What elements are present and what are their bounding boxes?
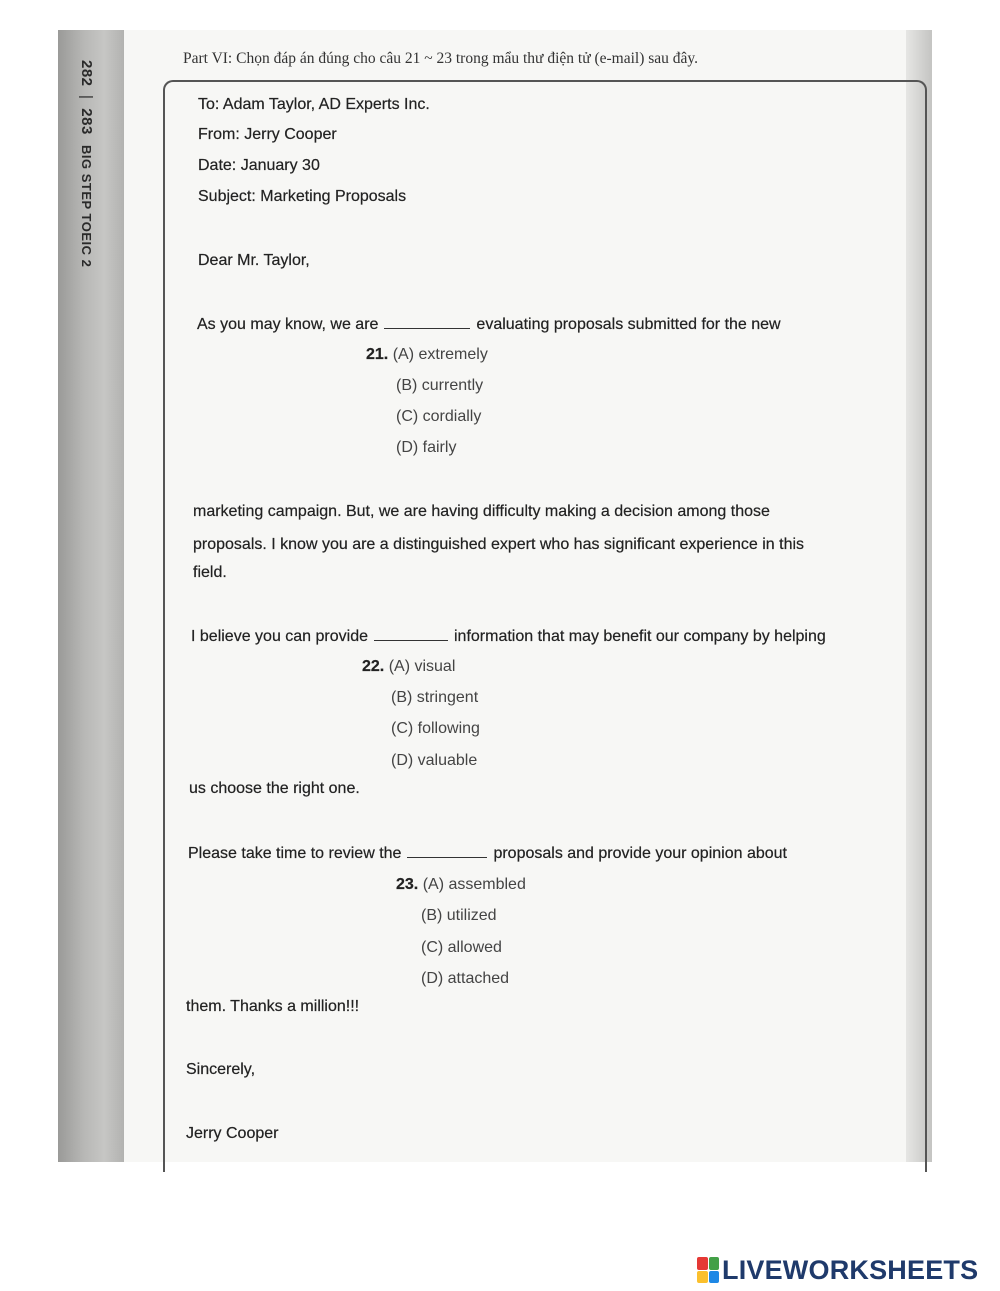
q23-option-c[interactable]: (C) allowed — [421, 939, 502, 956]
blank-23[interactable] — [407, 855, 487, 858]
paragraph2-end: us choose the right one. — [189, 780, 360, 797]
spine-label — [78, 60, 95, 268]
page-separator: | — [78, 95, 95, 100]
liveworksheets-logo-icon — [697, 1257, 719, 1283]
logo-square-1 — [697, 1257, 708, 1270]
q22-option-a-label: (A) visual — [388, 658, 456, 675]
email-closing: Sincerely, — [186, 1061, 256, 1078]
q21-option-c[interactable]: (C) cordially — [396, 408, 482, 425]
q21-option-a[interactable] — [366, 346, 488, 364]
q21-option-b[interactable]: (B) currently — [396, 377, 484, 394]
sentence-q22 — [191, 628, 826, 646]
email-subject: Subject: Marketing Proposals — [198, 188, 407, 205]
page-number-right: 283 — [78, 108, 95, 135]
paragraph3-end: them. Thanks a million!!! — [186, 998, 360, 1015]
sentence-q21-before: As you may know, we are — [197, 316, 379, 333]
sentence-q23 — [188, 845, 787, 863]
paragraph1-line2: proposals. I know you are a distinguished expert who has significant experience in this — [193, 536, 805, 553]
paragraph1-line3: field. — [193, 564, 227, 581]
q21-number: 21. — [366, 346, 389, 363]
logo-square-4 — [709, 1271, 720, 1284]
q23-number: 23. — [396, 876, 419, 893]
logo-square-2 — [709, 1257, 720, 1270]
paragraph1-line1: marketing campaign. But, we are having difficulty making a decision among those — [193, 503, 770, 520]
q22-number: 22. — [362, 658, 385, 675]
q22-option-a[interactable] — [362, 658, 455, 676]
q22-option-b[interactable]: (B) stringent — [391, 689, 479, 706]
q23-option-b[interactable]: (B) utilized — [421, 907, 497, 924]
q22-option-d[interactable]: (D) valuable — [391, 752, 478, 769]
blank-22[interactable] — [374, 638, 448, 641]
logo-square-3 — [697, 1271, 708, 1284]
q21-option-d[interactable]: (D) fairly — [396, 439, 457, 456]
email-from: From: Jerry Cooper — [198, 126, 337, 143]
email-salutation: Dear Mr. Taylor, — [198, 252, 310, 269]
q21-option-a-label: (A) extremely — [392, 346, 488, 363]
sentence-q21-after: evaluating proposals submitted for the new — [476, 316, 781, 333]
email-to: To: Adam Taylor, AD Experts Inc. — [198, 96, 430, 113]
part-instruction: Part VI: Chọn đáp án đúng cho câu 21 ~ 23 trong mẩu thư điện tử (e-mail) sau đây. — [183, 50, 699, 67]
sentence-q21 — [197, 316, 781, 334]
page-number-left: 282 — [78, 60, 95, 87]
sentence-q23-before: Please take time to review the — [188, 845, 402, 862]
q23-option-d[interactable]: (D) attached — [421, 970, 510, 987]
sentence-q23-after: proposals and provide your opinion about — [493, 845, 787, 862]
sentence-q22-before: I believe you can provide — [191, 628, 368, 645]
q23-option-a[interactable] — [396, 876, 526, 894]
liveworksheets-brand: LIVEWORKSHEETS — [722, 1254, 979, 1285]
q23-option-a-label: (A) assembled — [422, 876, 526, 893]
liveworksheets-footer — [697, 1255, 978, 1285]
book-title: BIG STEP TOEIC 2 — [79, 145, 94, 268]
q22-option-c[interactable]: (C) following — [391, 720, 480, 737]
email-date: Date: January 30 — [198, 157, 320, 174]
sentence-q22-after: information that may benefit our company by helping — [454, 628, 826, 645]
blank-21[interactable] — [384, 326, 470, 329]
email-signature: Jerry Cooper — [186, 1125, 279, 1142]
